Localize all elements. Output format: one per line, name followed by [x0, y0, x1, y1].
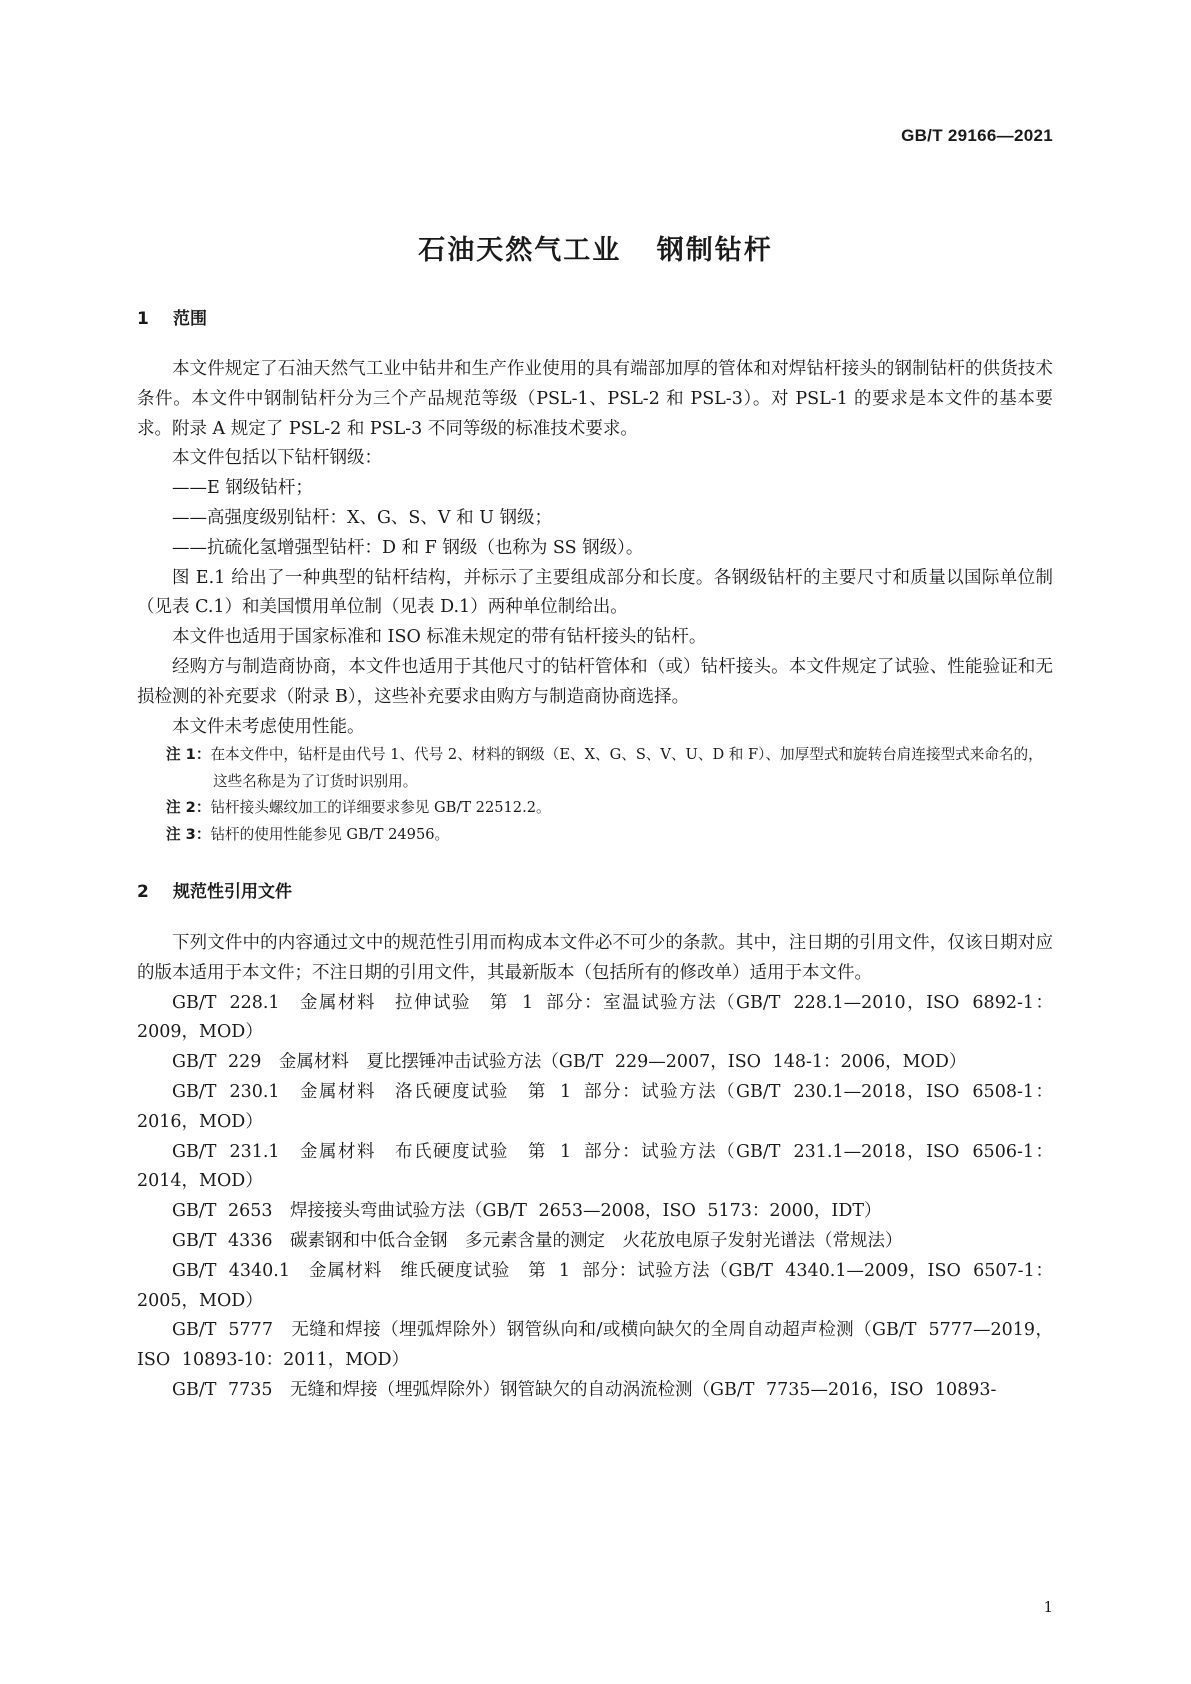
section-1-number: 1 — [137, 309, 149, 329]
reference-item: GB/T 7735 无缝和焊接（埋弧焊除外）钢管缺欠的自动涡流检测（GB/T 7735—2016，ISO 10893- — [172, 1379, 997, 1400]
note-1 — [137, 742, 1053, 795]
reference-item: GB/T 229 金属材料 夏比摆锤冲击试验方法（GB/T 229—2007，ISO 148-1：2006，MOD） — [172, 1052, 967, 1073]
standard-number: GB/T 29166—2021 — [901, 126, 1053, 145]
section-2-body — [137, 929, 1053, 1406]
references-intro: 下列文件中的内容通过文中的规范性引用而构成本文件必不可少的条款。其中，注日期的引用文件，仅该日期对应的版本适用于本文件；不注日期的引用文件，其最新版本（包括所有的修改单）适用于本文件。 — [137, 933, 1053, 983]
reference-item: GB/T 231.1 金属材料 布氏硬度试验 第 1 部分：试验方法（GB/T 231.1—2018，ISO 6506-1：2014，MOD） — [137, 1141, 1053, 1192]
section-1-body — [137, 355, 1053, 848]
grade-item: ——高强度级别钻杆：X、G、S、V 和 U 钢级； — [172, 507, 553, 528]
section-1-title: 范围 — [173, 309, 207, 329]
negotiation-paragraph: 经购方与制造商协商，本文件也适用于其他尺寸的钻杆管体和（或）钻杆接头。本文件规定了试验、性能验证和无损检测的补充要求（附录 B），这些补充要求由购方与制造商协商选择。 — [137, 656, 1053, 707]
note-label: 注 3： — [166, 825, 211, 843]
scope-paragraph: 本文件规定了石油天然气工业中钻井和生产作业使用的具有端部加厚的管体和对焊钻杆接头的钢制钻杆的供货技术条件。本文件中钢制钻杆分为三个产品规范等级（PSL-1、PSL-2 和 PSL-3）。对 PSL-1 的要求是本文件的基本要求。附录 A 规定了 PSL-2 和 PSL-3 不同等级的标准技术要求。 — [137, 359, 1053, 439]
structure-paragraph: 图 E.1 给出了一种典型的钻杆结构，并标示了主要组成部分和长度。各钢级钻杆的主要尺寸和质量以国际单位制（见表 C.1）和美国惯用单位制（见表 D.1）两种单位制给出。 — [137, 567, 1053, 618]
document-title: 石油天然气工业 钢制钻杆 — [418, 235, 773, 266]
section-1-heading — [137, 304, 207, 329]
section-2-heading — [137, 877, 292, 902]
reference-item: GB/T 230.1 金属材料 洛氏硬度试验 第 1 部分：试验方法（GB/T 230.1—2018，ISO 6508-1：2016，MOD） — [137, 1081, 1053, 1132]
note-label: 注 2： — [166, 799, 211, 817]
note-2 — [137, 795, 1053, 822]
note-text: 钻杆的使用性能参见 GB/T 24956。 — [210, 825, 450, 843]
grade-item: ——E 钢级钻杆； — [172, 478, 313, 499]
note-label: 注 1： — [166, 746, 211, 764]
grades-intro: 本文件包括以下钻杆钢级： — [172, 448, 382, 469]
section-2-title: 规范性引用文件 — [173, 882, 292, 902]
reference-item: GB/T 228.1 金属材料 拉伸试验 第 1 部分：室温试验方法（GB/T 228.1—2010，ISO 6892-1：2009，MOD） — [137, 992, 1053, 1043]
note-text: 钻杆接头螺纹加工的详细要求参见 GB/T 22512.2。 — [210, 799, 551, 817]
reference-item: GB/T 2653 焊接接头弯曲试验方法（GB/T 2653—2008，ISO 5173：2000，IDT） — [172, 1201, 882, 1222]
grade-item: ——抗硫化氢增强型钻杆：D 和 F 钢级（也称为 SS 钢级）。 — [172, 537, 644, 558]
reference-item: GB/T 4336 碳素钢和中低合金钢 多元素含量的测定 火花放电原子发射光谱法（常规法） — [172, 1230, 903, 1251]
reference-item: GB/T 4340.1 金属材料 维氏硬度试验 第 1 部分：试验方法（GB/T 4340.1—2009，ISO 6507-1：2005，MOD） — [137, 1260, 1053, 1311]
section-2-number: 2 — [137, 882, 149, 902]
reference-item: GB/T 5777 无缝和焊接（埋弧焊除外）钢管纵向和/或横向缺欠的全周自动超声检测（GB/T 5777—2019，ISO 10893-10：2011，MOD） — [137, 1320, 1053, 1371]
performance-paragraph: 本文件未考虑使用性能。 — [172, 716, 365, 737]
note-text: 在本文件中，钻杆是由代号 1、代号 2、材料的钢级（E、X、G、S、V、U、D 和 F）、加厚型式和旋转台肩连接型式来命名的，这些名称是为了订货时识别用。 — [210, 746, 1043, 790]
note-3 — [137, 822, 1053, 849]
page-number: 1 — [1043, 1598, 1053, 1616]
applicability-paragraph: 本文件也适用于国家标准和 ISO 标准未规定的带有钻杆接头的钻杆。 — [172, 627, 707, 648]
